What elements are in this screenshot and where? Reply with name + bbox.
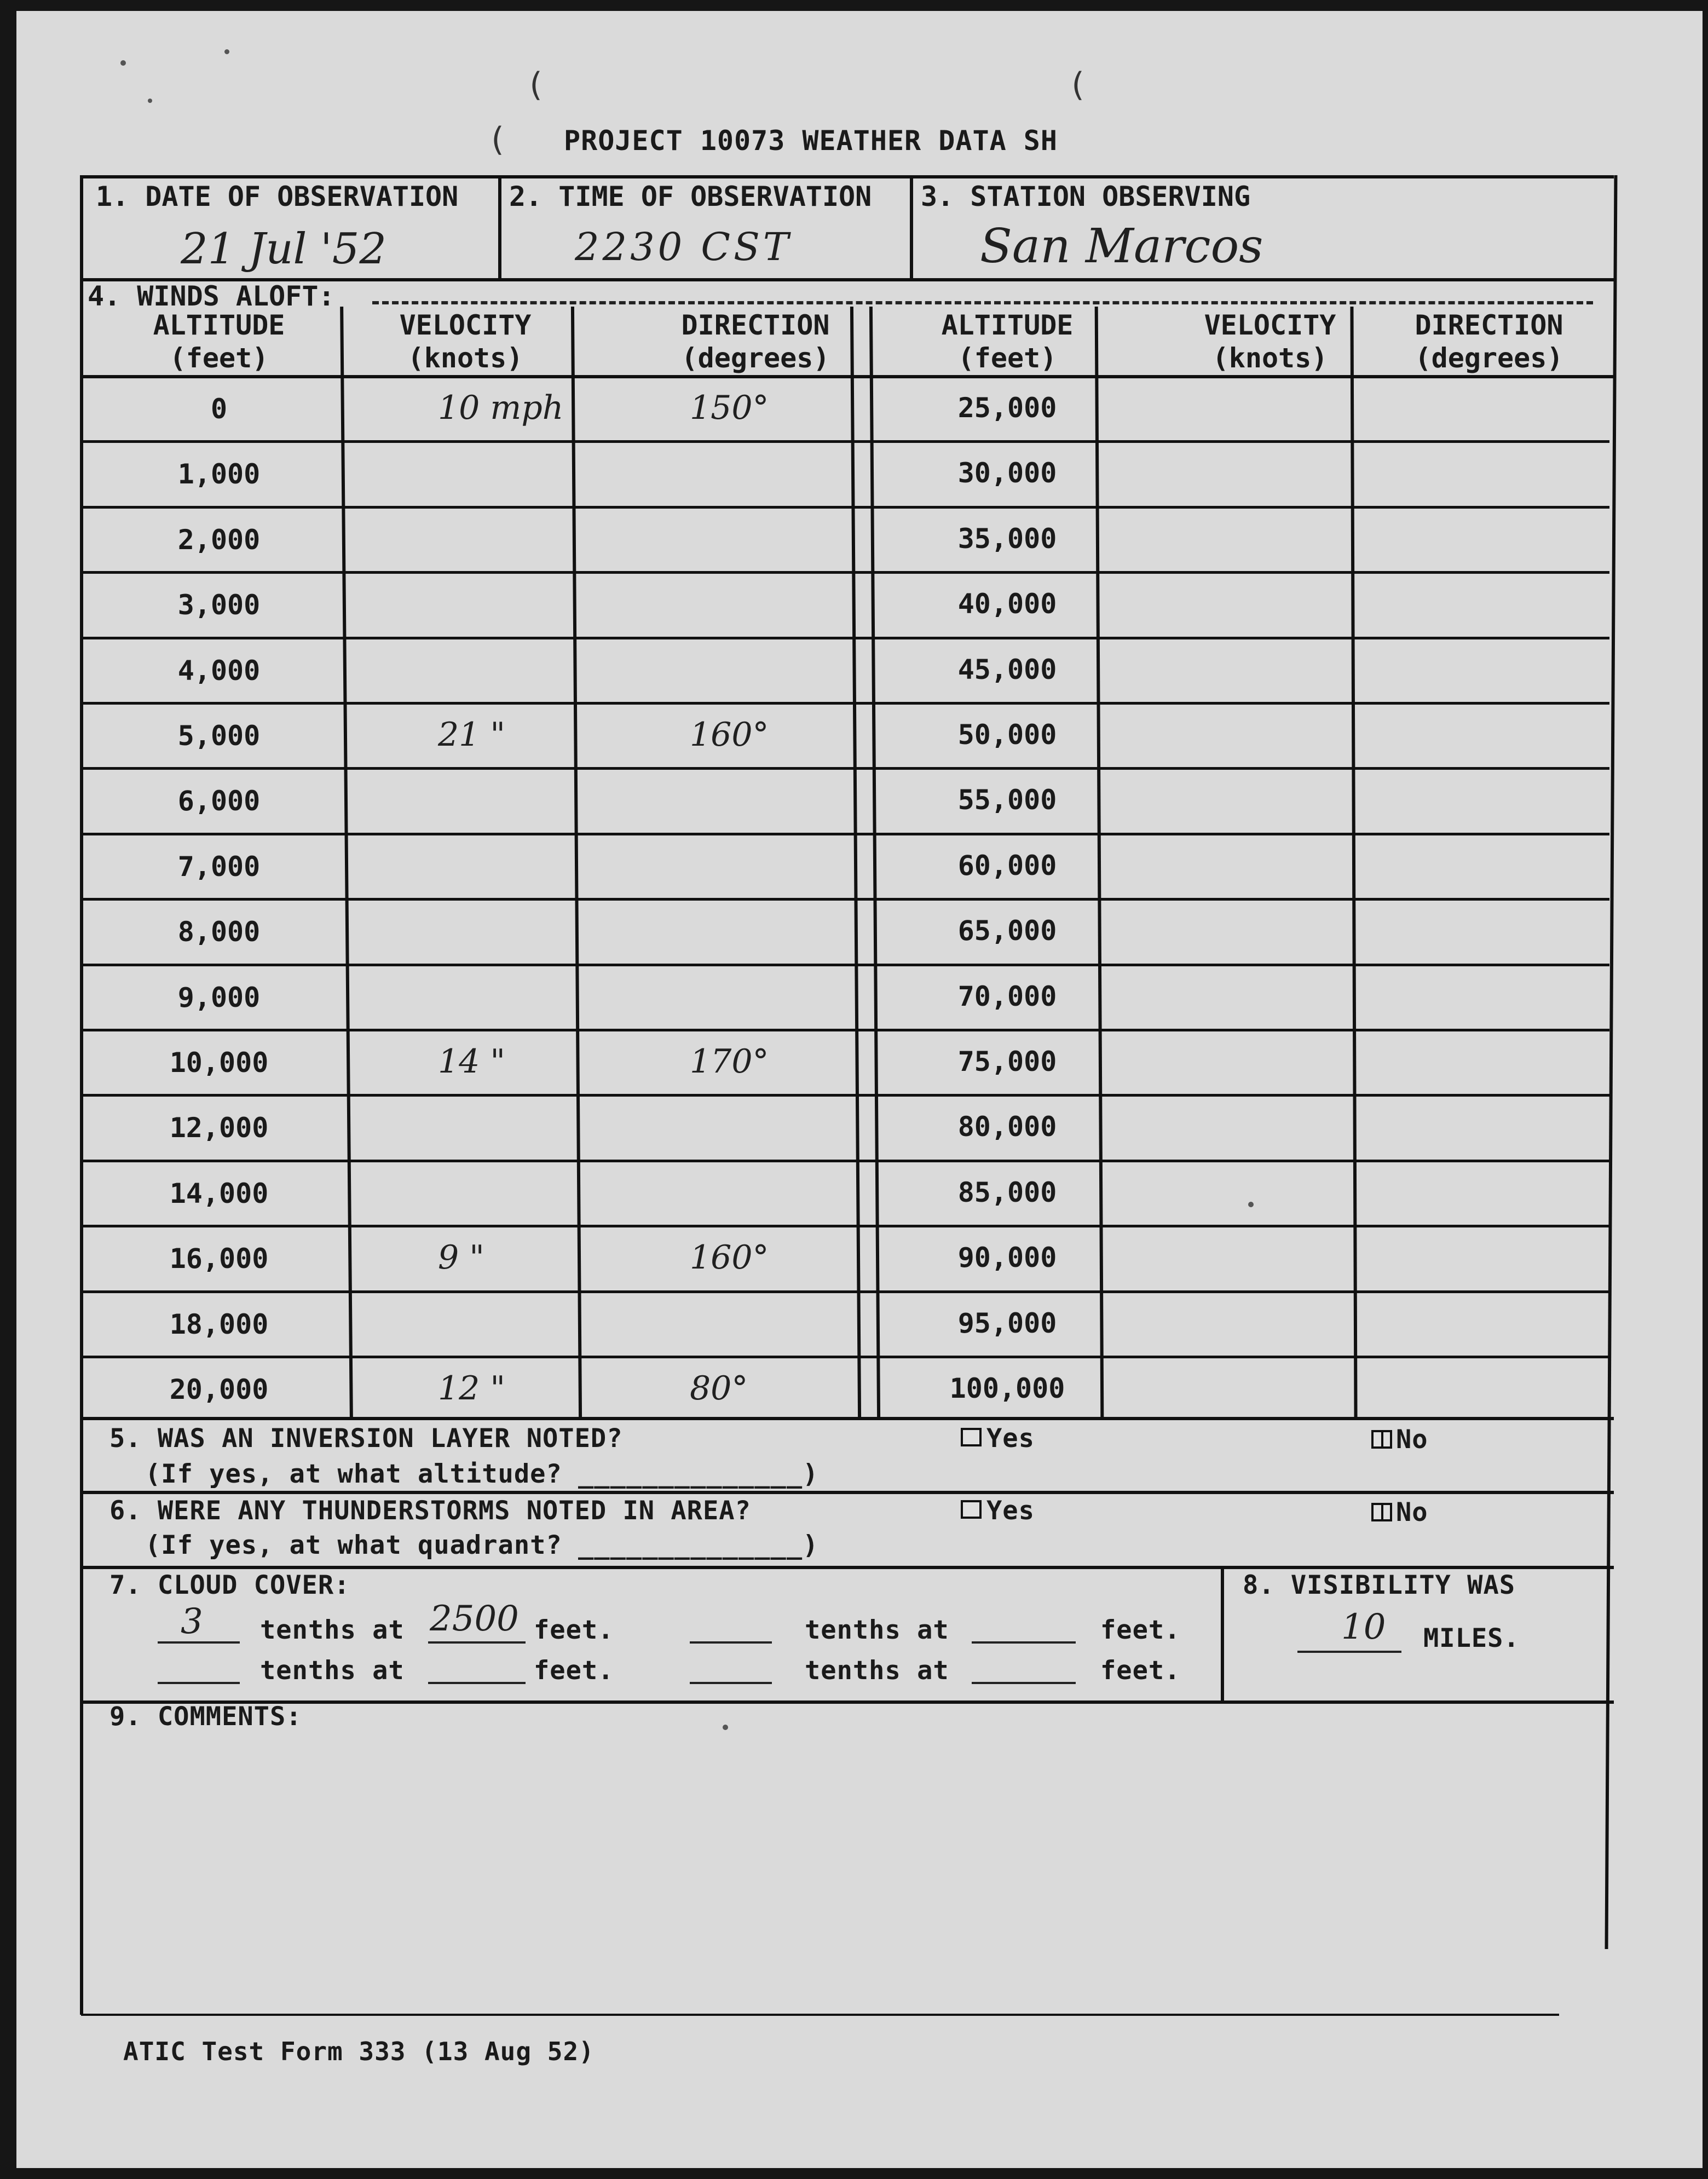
- cloud-feet-label: feet.: [534, 1615, 614, 1645]
- rule: [82, 1225, 1609, 1227]
- visibility-label: 8. VISIBILITY WAS: [1243, 1570, 1516, 1600]
- row-direction: 150°: [690, 389, 769, 427]
- rule: [82, 702, 1609, 705]
- rule: [158, 1682, 240, 1684]
- rule: [82, 440, 1609, 443]
- row-altitude: 14,000: [169, 1177, 269, 1209]
- date-label: 1. DATE OF OBSERVATION: [96, 181, 459, 212]
- row-altitude: 18,000: [169, 1308, 269, 1340]
- row-altitude-right: 25,000: [957, 392, 1057, 424]
- col-header-velocity-2: VELOCITY: [1204, 309, 1336, 341]
- inversion-no-label: No: [1396, 1425, 1428, 1455]
- row-altitude: 3,000: [177, 589, 261, 621]
- rule: [82, 767, 1609, 770]
- row-velocity: 9 ": [438, 1238, 484, 1277]
- rule: [1350, 307, 1357, 1418]
- row-altitude: 6,000: [177, 785, 261, 817]
- row-velocity: 12 ": [438, 1369, 506, 1408]
- rule: [850, 307, 861, 1418]
- row-altitude-right: 30,000: [957, 457, 1057, 489]
- row-altitude-right: 70,000: [957, 980, 1057, 1012]
- rule: [81, 1566, 1614, 1569]
- row-direction: 160°: [690, 716, 769, 754]
- speck: [224, 49, 229, 54]
- rule: [869, 307, 880, 1418]
- inversion-no-checkbox[interactable]: [1371, 1430, 1392, 1449]
- col-header-direction-2: DIRECTION: [1415, 309, 1563, 341]
- station-label: 3. STATION OBSERVING: [921, 181, 1251, 212]
- winds-aloft-label: 4. WINDS ALOFT:: [88, 280, 335, 312]
- row-altitude-right: 75,000: [957, 1046, 1057, 1077]
- row-altitude: 2,000: [177, 523, 261, 556]
- row-altitude: 7,000: [177, 850, 261, 883]
- row-altitude-right: 55,000: [957, 784, 1057, 816]
- rule: [81, 1491, 1614, 1494]
- row-altitude: 0: [210, 393, 228, 425]
- inversion-yes-label: Yes: [986, 1423, 1035, 1454]
- form-footer: ATIC Test Form 333 (13 Aug 52): [123, 2037, 595, 2066]
- rule: [81, 1700, 1614, 1704]
- cloud-tenths-label: tenths at: [260, 1656, 405, 1686]
- col-header-velocity-unit-2: (knots): [1212, 342, 1328, 374]
- time-label: 2. TIME OF OBSERVATION: [509, 181, 872, 212]
- cloud-tenths-label: tenths at: [805, 1656, 949, 1686]
- row-altitude-right: 100,000: [949, 1373, 1065, 1404]
- thunderstorms-yes-label: Yes: [986, 1496, 1035, 1526]
- row-velocity: 14 ": [438, 1042, 506, 1081]
- punch-mark: (: [1068, 66, 1088, 104]
- rule: [82, 964, 1609, 966]
- date-value: 21 Jul '52: [181, 224, 386, 274]
- rule: [972, 1641, 1076, 1644]
- thunderstorms-no-label: No: [1396, 1497, 1428, 1527]
- row-altitude: 16,000: [169, 1243, 269, 1275]
- thunderstorms-followup: (If yes, at what quadrant? ______________): [145, 1530, 819, 1560]
- inversion-yes-checkbox[interactable]: [961, 1428, 982, 1446]
- visibility-value: 10: [1341, 1607, 1386, 1647]
- row-altitude: 1,000: [177, 458, 261, 491]
- col-header-altitude: ALTITUDE: [153, 309, 285, 341]
- cloud-feet-value: 2500: [430, 1599, 519, 1639]
- row-altitude-right: 35,000: [957, 522, 1057, 555]
- row-direction: 170°: [690, 1042, 769, 1081]
- rule: [81, 1417, 1614, 1420]
- rule: [82, 571, 1609, 574]
- row-altitude-right: 95,000: [957, 1307, 1057, 1339]
- col-header-altitude-2: ALTITUDE: [941, 309, 1074, 341]
- row-altitude: 8,000: [177, 916, 261, 948]
- rule: [972, 1682, 1076, 1684]
- col-header-velocity: VELOCITY: [399, 309, 532, 341]
- rule: [82, 1160, 1609, 1162]
- rule: [82, 1094, 1609, 1097]
- station-value: San Marcos: [980, 219, 1263, 274]
- col-header-direction-unit-2: (degrees): [1415, 342, 1563, 374]
- rule: [340, 307, 353, 1418]
- rule: [690, 1641, 772, 1644]
- punch-mark: (: [526, 66, 546, 104]
- inversion-followup: (If yes, at what altitude? ______________): [145, 1459, 819, 1489]
- visibility-unit: MILES.: [1423, 1623, 1520, 1653]
- form-title: PROJECT 10073 WEATHER DATA SH: [564, 125, 1058, 157]
- rule: [81, 375, 1614, 378]
- row-altitude: 20,000: [169, 1374, 269, 1405]
- rule: [428, 1682, 526, 1684]
- rule: [82, 1029, 1609, 1031]
- row-velocity: 10 mph: [438, 389, 564, 427]
- inversion-question: 5. WAS AN INVERSION LAYER NOTED?: [109, 1423, 623, 1454]
- col-header-direction: DIRECTION: [681, 309, 830, 341]
- cloud-cover-label: 7. CLOUD COVER:: [109, 1570, 350, 1600]
- rule: [82, 506, 1609, 509]
- row-altitude: 4,000: [177, 654, 261, 687]
- col-header-altitude-unit-2: (feet): [957, 342, 1057, 374]
- cloud-feet-label: feet.: [1100, 1656, 1181, 1686]
- comments-label: 9. COMMENTS:: [109, 1702, 302, 1732]
- rule: [82, 637, 1609, 639]
- row-altitude-right: 50,000: [957, 719, 1057, 751]
- speck: [723, 1725, 728, 1730]
- row-velocity: 21 ": [438, 716, 506, 754]
- rule: [82, 1356, 1609, 1358]
- row-altitude: 12,000: [169, 1112, 269, 1144]
- row-altitude-right: 60,000: [957, 849, 1057, 881]
- row-altitude-right: 80,000: [957, 1111, 1057, 1143]
- thunderstorms-yes-checkbox[interactable]: [961, 1500, 982, 1519]
- rule: [81, 175, 1614, 178]
- col-header-velocity-unit: (knots): [407, 342, 523, 374]
- col-header-direction-unit: (degrees): [681, 342, 830, 374]
- rule: [498, 175, 501, 279]
- row-altitude-right: 45,000: [957, 653, 1057, 685]
- rule: [82, 833, 1609, 835]
- row-altitude: 5,000: [177, 720, 261, 752]
- rule: [82, 1290, 1609, 1293]
- rule: [158, 1641, 240, 1644]
- col-header-altitude-unit: (feet): [169, 342, 269, 374]
- rule: [690, 1682, 772, 1684]
- row-direction: 160°: [690, 1238, 769, 1277]
- cloud-tenths-label: tenths at: [260, 1615, 405, 1645]
- row-altitude-right: 65,000: [957, 915, 1057, 947]
- row-altitude: 10,000: [169, 1047, 269, 1079]
- cloud-feet-label: feet.: [534, 1656, 614, 1686]
- row-altitude-right: 40,000: [957, 588, 1057, 620]
- rule: [82, 898, 1609, 901]
- rule: [1221, 1566, 1224, 1702]
- thunderstorms-no-checkbox[interactable]: [1371, 1503, 1392, 1521]
- rule: [372, 301, 1593, 304]
- punch-mark: (: [487, 120, 507, 159]
- thunderstorms-question: 6. WERE ANY THUNDERSTORMS NOTED IN AREA?: [109, 1496, 751, 1526]
- row-altitude-right: 85,000: [957, 1176, 1057, 1208]
- rule: [428, 1641, 526, 1644]
- form-sheet: [16, 11, 1703, 2168]
- cloud-feet-label: feet.: [1100, 1615, 1181, 1645]
- cloud-tenths-value: 3: [181, 1601, 203, 1642]
- speck: [120, 60, 126, 66]
- speck: [148, 99, 152, 103]
- row-direction: 80°: [690, 1369, 748, 1408]
- rule: [910, 175, 913, 279]
- row-altitude-right: 90,000: [957, 1242, 1057, 1274]
- row-altitude: 9,000: [177, 981, 261, 1013]
- rule: [1297, 1651, 1401, 1653]
- speck: [1248, 1202, 1254, 1207]
- cloud-tenths-label: tenths at: [805, 1615, 949, 1645]
- time-value: 2230 CST: [575, 224, 792, 269]
- rule: [81, 2014, 1559, 2016]
- rule: [571, 307, 582, 1418]
